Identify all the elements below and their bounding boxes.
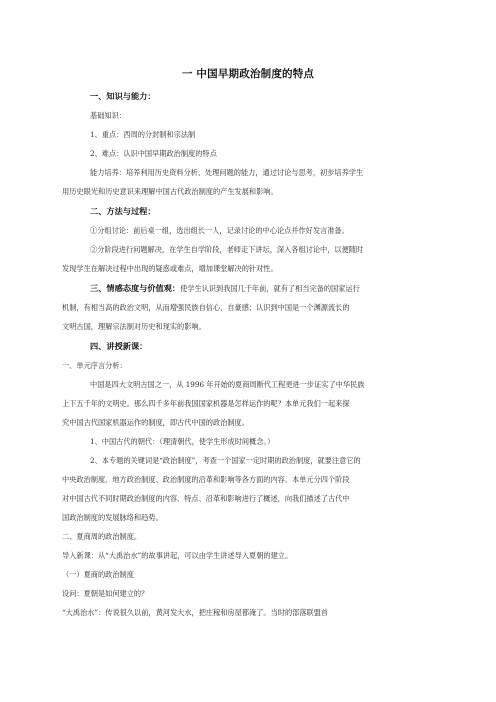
- paragraph-line: 上下五千年的文明史。那么四千多年前我国国家机器是怎样运作的呢？本单元我们一起来探: [62, 399, 350, 408]
- paragraph-line: 用历史眼光和历史意识来理解中国古代政治制度的产生发展和影响。: [62, 187, 278, 196]
- paragraph-line: 中国是四大文明古国之一，从 1996 年开始的夏商周断代工程更进一步证实了中华民族: [90, 380, 365, 389]
- paragraph-line: ②分阶段进行问题解决，在学生自学阶段，老师走下讲坛，深入各组讨论中，以便随时: [90, 245, 364, 254]
- paragraph-line: “大禹治水”：传说很久以前，黄河发大水，把庄稼和房屋都淹了。当时的部落联盟首: [62, 608, 329, 617]
- paragraph-line: 一、单元序言分析：: [62, 361, 127, 370]
- paragraph-line: 文明古国，理解宗法制对历史和现实的影响。: [62, 322, 206, 331]
- paragraph-line: 1、中国古代的朝代：（理清朝代，使学生形成时间概念。）: [90, 437, 275, 446]
- paragraph-line: 机制，有相当高的政治文明，从而增强民族自信心，自豪感；认识到中国是一个渊源流长的: [62, 303, 350, 312]
- paragraph-line: 发现学生在解决过程中出现的疑惑或难点，增加课堂解决的针对性。: [62, 264, 278, 273]
- paragraph-line: 国政治制度的发展脉络和趋势。: [62, 513, 163, 522]
- paragraph-line: 2、难点：认识中国早期政治制度的特点: [90, 149, 217, 158]
- paragraph-line: 究中国古代国家机器运作的制度，即古代中国的政治制度。: [62, 418, 249, 427]
- paragraph-line: （一）夏商的政治制度: [62, 570, 134, 579]
- paragraph-line: ①分组讨论：前后桌一组，选出组长一人，记录讨论的中心论点并作好发言准备。: [90, 226, 349, 235]
- paragraph-line: 能力培养：培养利用历史资料分析、处理问题的能力，通过讨论与思考，初步培养学生: [90, 168, 364, 177]
- paragraph-line: 中央政治制度、地方政治制度、政治制度的沿革和影响等各方面的内容。本单元分四个阶段: [62, 475, 350, 484]
- section-heading-values: 三、情感态度与价值观：: [90, 283, 181, 293]
- paragraph-line: 2、本专题的关键词是“政治制度”，考查一个国家一定时期的政治制度，就要注意它的: [90, 456, 361, 465]
- page-title: 一 中国早期政治制度的特点: [181, 68, 315, 80]
- paragraph-line: 二、夏商周的政治制度。: [62, 532, 142, 541]
- section-heading-lecture: 四、讲授新课：: [90, 341, 148, 351]
- values-text: 使学生认识到我国几千年前，就有了相当完备的国家运行: [180, 284, 360, 293]
- paragraph-line: 设问：夏朝是如何建立的？: [62, 589, 149, 598]
- section-heading-knowledge: 一、知识与能力：: [90, 91, 156, 101]
- paragraph-line: 基础知识：: [90, 111, 126, 120]
- paragraph-line: 导入新课：从“大禹治水”的故事讲起，可以由学生讲述导入夏朝的建立。: [62, 551, 293, 560]
- paragraph-line: 1、重点：西周的分封制和宗法制: [90, 130, 196, 139]
- section-heading-method: 二、方法与过程：: [90, 206, 156, 216]
- paragraph-line-values: [90, 283, 360, 294]
- paragraph-line: 对中国古代不同时期政治制度的内容、特点、沿革和影响进行了概述，向我们描述了古代中: [62, 494, 350, 503]
